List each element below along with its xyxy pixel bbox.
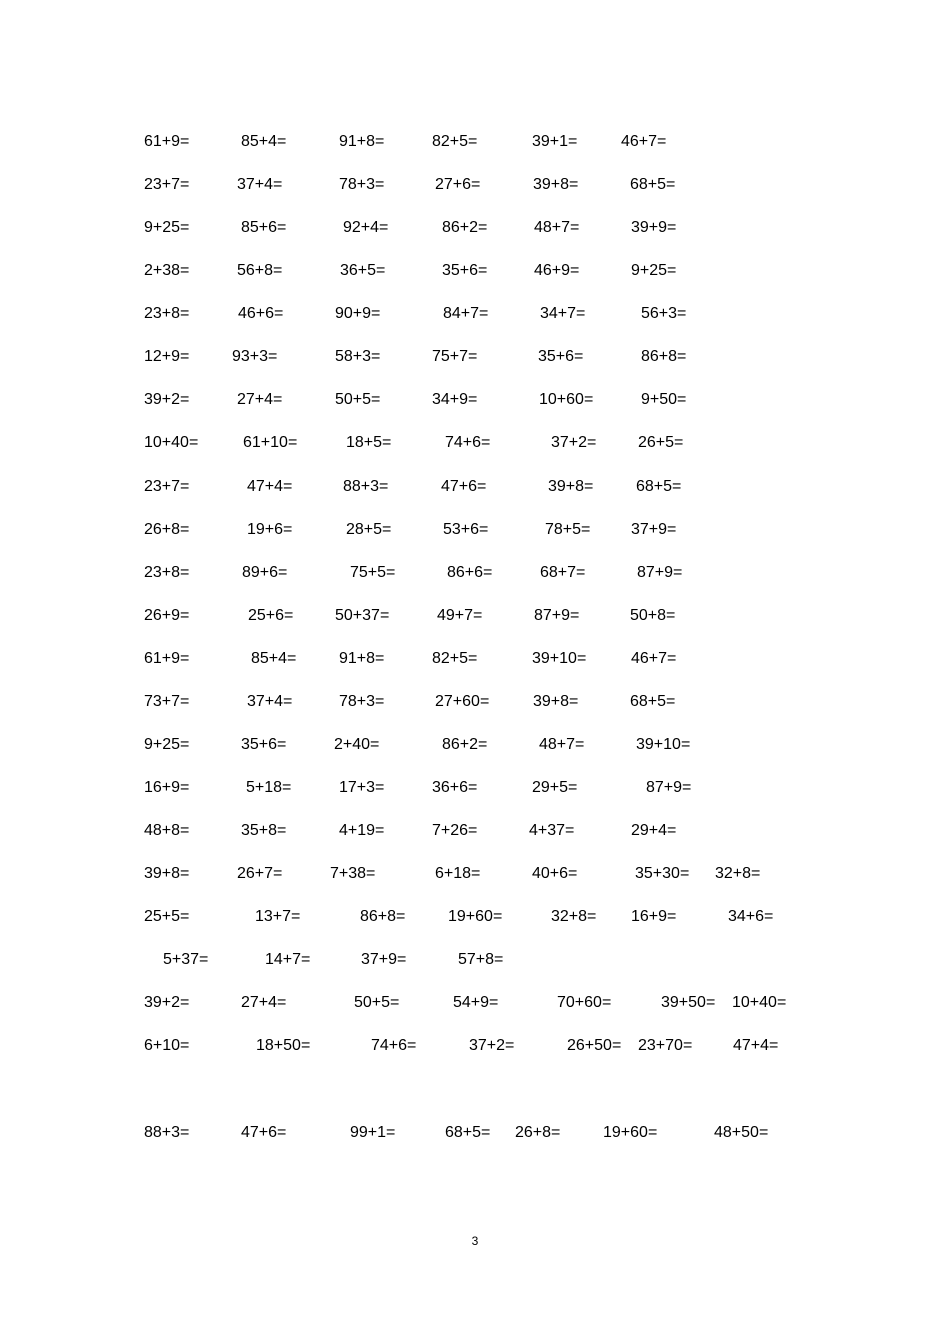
addition-problem: 68+5= (445, 1124, 491, 1141)
problem-row (0, 905, 950, 929)
addition-problem: 46+6= (238, 305, 284, 322)
addition-problem: 86+2= (442, 219, 488, 236)
addition-problem: 68+5= (630, 693, 676, 710)
addition-problem: 82+5= (432, 133, 478, 150)
addition-problem: 46+9= (534, 262, 580, 279)
addition-problem: 47+4= (733, 1037, 779, 1054)
addition-problem: 99+1= (350, 1124, 396, 1141)
addition-problem: 9+50= (641, 391, 687, 408)
addition-problem: 75+5= (350, 564, 396, 581)
addition-problem: 23+7= (144, 176, 190, 193)
addition-problem: 56+3= (641, 305, 687, 322)
addition-problem: 53+6= (443, 521, 489, 538)
addition-problem: 37+9= (631, 521, 677, 538)
addition-problem: 6+10= (144, 1037, 190, 1054)
addition-problem: 78+5= (545, 521, 591, 538)
addition-problem: 27+4= (241, 994, 287, 1011)
addition-problem: 23+70= (638, 1037, 693, 1054)
problem-row (0, 345, 950, 369)
addition-problem: 50+5= (335, 391, 381, 408)
addition-problem: 23+8= (144, 564, 190, 581)
addition-problem: 93+3= (232, 348, 278, 365)
addition-problem: 32+8= (715, 865, 761, 882)
addition-problem: 19+60= (448, 908, 503, 925)
problem-row (0, 302, 950, 326)
addition-problem: 39+8= (548, 478, 594, 495)
addition-problem: 40+6= (532, 865, 578, 882)
addition-problem: 47+4= (247, 478, 293, 495)
addition-problem: 10+40= (144, 434, 199, 451)
addition-problem: 88+3= (343, 478, 389, 495)
addition-problem: 2+40= (334, 736, 380, 753)
addition-problem: 6+18= (435, 865, 481, 882)
problem-row (0, 259, 950, 283)
addition-problem: 16+9= (144, 779, 190, 796)
addition-problem: 86+8= (360, 908, 406, 925)
addition-problem: 5+37= (163, 951, 209, 968)
problem-row (0, 173, 950, 197)
addition-problem: 82+5= (432, 650, 478, 667)
addition-problem: 36+5= (340, 262, 386, 279)
addition-problem: 39+8= (533, 693, 579, 710)
addition-problem: 50+37= (335, 607, 390, 624)
addition-problem: 85+6= (241, 219, 287, 236)
addition-problem: 25+6= (248, 607, 294, 624)
addition-problem: 75+7= (432, 348, 478, 365)
addition-problem: 23+7= (144, 478, 190, 495)
problem-row (0, 991, 950, 1015)
addition-problem: 85+4= (241, 133, 287, 150)
addition-problem: 18+50= (256, 1037, 311, 1054)
problem-row (0, 475, 950, 499)
addition-problem: 57+8= (458, 951, 504, 968)
addition-problem: 34+7= (540, 305, 586, 322)
addition-problem: 47+6= (241, 1124, 287, 1141)
addition-problem: 85+4= (251, 650, 297, 667)
addition-problem: 26+9= (144, 607, 190, 624)
addition-problem: 86+8= (641, 348, 687, 365)
addition-problem: 35+6= (442, 262, 488, 279)
problem-row (0, 776, 950, 800)
addition-problem: 56+8= (237, 262, 283, 279)
addition-problem: 10+40= (732, 994, 787, 1011)
addition-problem: 36+6= (432, 779, 478, 796)
addition-problem: 35+6= (538, 348, 584, 365)
addition-problem: 48+8= (144, 822, 190, 839)
addition-problem: 19+6= (247, 521, 293, 538)
addition-problem: 78+3= (339, 693, 385, 710)
addition-problem: 37+4= (247, 693, 293, 710)
problem-row (0, 862, 950, 886)
problem-row (0, 819, 950, 843)
addition-problem: 48+7= (539, 736, 585, 753)
problem-row (0, 1121, 950, 1145)
addition-problem: 54+9= (453, 994, 499, 1011)
addition-problem: 49+7= (437, 607, 483, 624)
addition-problem: 35+8= (241, 822, 287, 839)
addition-problem: 18+5= (346, 434, 392, 451)
addition-problem: 86+2= (442, 736, 488, 753)
problem-row (0, 130, 950, 154)
addition-problem: 12+9= (144, 348, 190, 365)
addition-problem: 58+3= (335, 348, 381, 365)
addition-problem: 70+60= (557, 994, 612, 1011)
addition-problem: 61+9= (144, 650, 190, 667)
addition-problem: 61+9= (144, 133, 190, 150)
page-number: 3 (471, 1234, 479, 1248)
addition-problem: 48+50= (714, 1124, 769, 1141)
addition-problem: 84+7= (443, 305, 489, 322)
addition-problem: 14+7= (265, 951, 311, 968)
addition-problem: 10+60= (539, 391, 594, 408)
addition-problem: 34+9= (432, 391, 478, 408)
addition-problem: 9+25= (144, 736, 190, 753)
addition-problem: 68+5= (636, 478, 682, 495)
problem-row (0, 561, 950, 585)
addition-problem: 37+2= (551, 434, 597, 451)
problem-row (0, 518, 950, 542)
addition-problem: 90+9= (335, 305, 381, 322)
addition-problem: 73+7= (144, 693, 190, 710)
addition-problem: 46+7= (621, 133, 667, 150)
addition-problem: 2+38= (144, 262, 190, 279)
problem-row (0, 647, 950, 671)
addition-problem: 27+6= (435, 176, 481, 193)
addition-problem: 35+6= (241, 736, 287, 753)
addition-problem: 35+30= (635, 865, 690, 882)
addition-problem: 37+2= (469, 1037, 515, 1054)
addition-problem: 47+6= (441, 478, 487, 495)
addition-problem: 26+50= (567, 1037, 622, 1054)
addition-problem: 39+9= (631, 219, 677, 236)
addition-problem: 39+10= (532, 650, 587, 667)
addition-problem: 37+4= (237, 176, 283, 193)
addition-problem: 32+8= (551, 908, 597, 925)
addition-problem: 26+8= (144, 521, 190, 538)
addition-problem: 29+5= (532, 779, 578, 796)
addition-problem: 4+19= (339, 822, 385, 839)
addition-problem: 68+5= (630, 176, 676, 193)
problem-row (0, 388, 950, 412)
addition-problem: 50+5= (354, 994, 400, 1011)
addition-problem: 89+6= (242, 564, 288, 581)
addition-problem: 27+60= (435, 693, 490, 710)
addition-problem: 39+2= (144, 391, 190, 408)
problem-row (0, 733, 950, 757)
addition-problem: 29+4= (631, 822, 677, 839)
problem-row (0, 948, 950, 972)
addition-problem: 4+37= (529, 822, 575, 839)
addition-problem: 26+7= (237, 865, 283, 882)
problem-row (0, 604, 950, 628)
addition-problem: 17+3= (339, 779, 385, 796)
addition-problem: 28+5= (346, 521, 392, 538)
addition-problem: 39+50= (661, 994, 716, 1011)
problem-row (0, 216, 950, 240)
addition-problem: 87+9= (637, 564, 683, 581)
addition-problem: 39+8= (533, 176, 579, 193)
addition-problem: 68+7= (540, 564, 586, 581)
addition-problem: 7+38= (330, 865, 376, 882)
addition-problem: 39+10= (636, 736, 691, 753)
problem-row (0, 431, 950, 455)
addition-problem: 19+60= (603, 1124, 658, 1141)
addition-problem: 27+4= (237, 391, 283, 408)
addition-problem: 16+9= (631, 908, 677, 925)
addition-problem: 39+1= (532, 133, 578, 150)
addition-problem: 86+6= (447, 564, 493, 581)
addition-problem: 91+8= (339, 133, 385, 150)
addition-problem: 7+26= (432, 822, 478, 839)
addition-problem: 37+9= (361, 951, 407, 968)
addition-problem: 39+2= (144, 994, 190, 1011)
addition-problem: 46+7= (631, 650, 677, 667)
addition-problem: 88+3= (144, 1124, 190, 1141)
addition-problem: 13+7= (255, 908, 301, 925)
addition-problem: 26+8= (515, 1124, 561, 1141)
addition-problem: 26+5= (638, 434, 684, 451)
addition-problem: 9+25= (631, 262, 677, 279)
addition-problem: 9+25= (144, 219, 190, 236)
addition-problem: 74+6= (371, 1037, 417, 1054)
problem-row (0, 1034, 950, 1058)
addition-problem: 5+18= (246, 779, 292, 796)
addition-problem: 78+3= (339, 176, 385, 193)
addition-problem: 61+10= (243, 434, 298, 451)
addition-problem: 50+8= (630, 607, 676, 624)
addition-problem: 34+6= (728, 908, 774, 925)
addition-problem: 92+4= (343, 219, 389, 236)
addition-problem: 48+7= (534, 219, 580, 236)
addition-problem: 39+8= (144, 865, 190, 882)
addition-problem: 74+6= (445, 434, 491, 451)
addition-problem: 87+9= (534, 607, 580, 624)
addition-problem: 91+8= (339, 650, 385, 667)
addition-problem: 25+5= (144, 908, 190, 925)
problem-row (0, 690, 950, 714)
addition-problem: 87+9= (646, 779, 692, 796)
addition-problem: 23+8= (144, 305, 190, 322)
